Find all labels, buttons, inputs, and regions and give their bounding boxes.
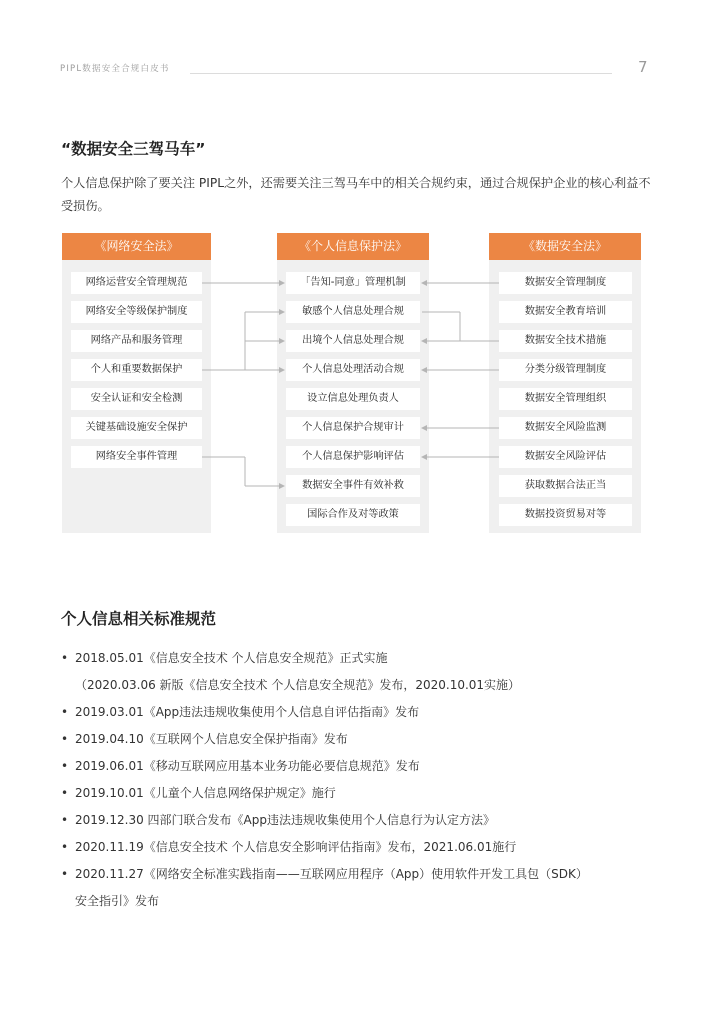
list-item [61,699,661,726]
list-item-text: 2020.11.19《信息安全技术 个人信息安全影响评估指南》发布，2021.06.01施行 [75,840,517,854]
law-item-box: 数据投资贸易对等 [499,504,632,526]
intro-paragraph: 个人信息保护除了要关注 PIPL之外，还需要关注三驾马车中的相关合规约束，通过合规保护企业的核心利益不受损伤。 [61,176,651,213]
panel-pipl [277,233,429,533]
panel-header-cybersecurity-law: 《网络安全法》 [62,233,211,260]
law-item-box: 网络安全事件管理 [71,446,202,468]
law-item-box: 数据安全管理制度 [499,272,632,294]
panel-data-security-law [489,233,641,533]
bullet: • [61,759,69,773]
panel-header-pipl: 《个人信息保护法》 [277,233,429,260]
law-item-box: 个人信息保护合规审计 [286,417,420,439]
law-item-box: 个人和重要数据保护 [71,359,202,381]
list-item-text: 2019.04.10《互联网个人信息安全保护指南》发布 [75,732,348,746]
list-item [61,834,661,861]
list-item [61,645,661,699]
law-item-box: 出境个人信息处理合规 [286,330,420,352]
bullet: • [61,732,69,746]
list-item [61,807,661,834]
list-item [61,753,661,780]
list-item-text: 2019.12.30 四部门联合发布《App违法违规收集使用个人信息行为认定方法》 [75,813,495,827]
list-item-text: 2019.10.01《儿童个人信息网络保护规定》施行 [75,786,336,800]
law-item-box: 设立信息处理负责人 [286,388,420,410]
bullet: • [61,867,69,881]
bullet: • [61,705,69,719]
running-header: PIPL数据安全合规白皮书 [60,64,170,74]
law-item-box: 网络产品和服务管理 [71,330,202,352]
page-number: 7 [638,58,648,76]
law-item-box: 「告知-同意」管理机制 [286,272,420,294]
bullet: • [61,651,69,665]
law-item-box: 敏感个人信息处理合规 [286,301,420,323]
section-title-three-laws: “数据安全三驾马车” [61,140,206,158]
bullet: • [61,840,69,854]
standards-list [61,645,661,915]
law-item-box: 个人信息保护影响评估 [286,446,420,468]
panel-header-data-security-law: 《数据安全法》 [489,233,641,260]
list-item-text-continued: 安全指引》发布 [75,894,160,908]
law-item-box: 数据安全教育培训 [499,301,632,323]
list-item [61,780,661,807]
law-item-box: 安全认证和安全检测 [71,388,202,410]
law-item-box: 网络运营安全管理规范 [71,272,202,294]
list-item [61,861,661,915]
list-item-text-continued: （2020.03.06 新版《信息安全技术 个人信息安全规范》发布，2020.10.01实施） [75,678,521,692]
list-item-text: 2019.06.01《移动互联网应用基本业务功能必要信息规范》发布 [75,759,420,773]
list-item-text: 2018.05.01《信息安全技术 个人信息安全规范》正式实施 [75,651,388,665]
list-item [61,726,661,753]
law-item-box: 数据安全风险评估 [499,446,632,468]
header-rule [190,73,612,74]
law-item-box: 数据安全技术措施 [499,330,632,352]
section-title-standards: 个人信息相关标准规范 [61,610,217,628]
list-item-text: 2020.11.27《网络安全标准实践指南——互联网应用程序（App）使用软件开发工具包（SDK） [75,867,588,881]
law-item-box: 分类分级管理制度 [499,359,632,381]
list-item-text: 2019.03.01《App违法违规收集使用个人信息自评估指南》发布 [75,705,420,719]
law-item-box: 数据安全事件有效补救 [286,475,420,497]
law-item-box: 网络安全等级保护制度 [71,301,202,323]
law-item-box: 关键基础设施安全保护 [71,417,202,439]
bullet: • [61,786,69,800]
law-item-box: 获取数据合法正当 [499,475,632,497]
panel-cybersecurity-law [62,233,211,533]
bullet: • [61,813,69,827]
law-item-box: 个人信息处理活动合规 [286,359,420,381]
law-item-box: 数据安全风险监测 [499,417,632,439]
law-item-box: 国际合作及对等政策 [286,504,420,526]
law-item-box: 数据安全管理组织 [499,388,632,410]
